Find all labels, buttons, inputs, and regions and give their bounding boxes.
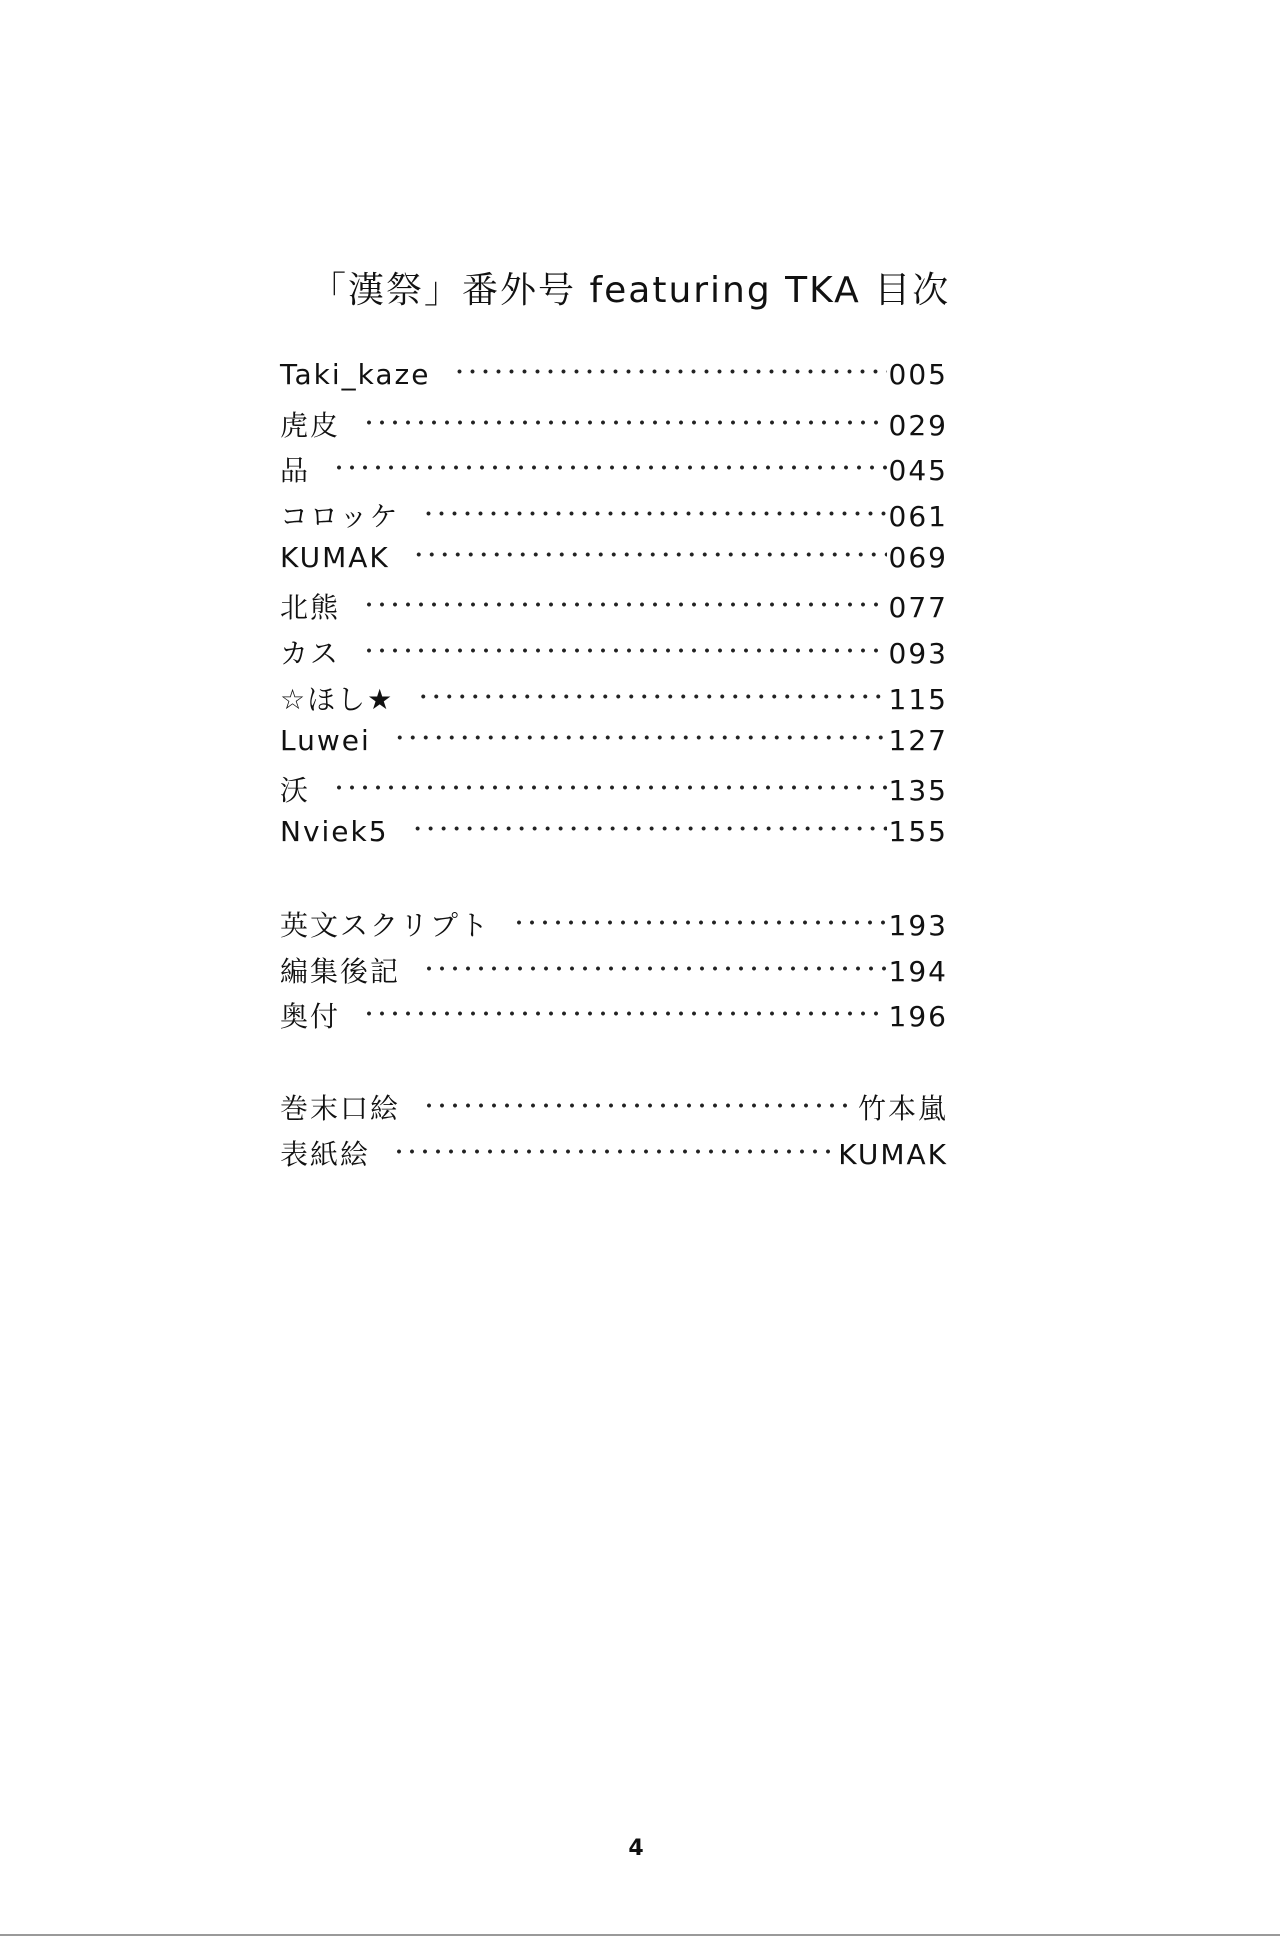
toc-entry-page: 069	[888, 540, 948, 574]
toc-entry-label: Luwei	[280, 723, 371, 757]
toc-entry-page: 193	[888, 909, 948, 942]
toc-entry-label: 編集後記	[280, 954, 401, 988]
toc-entry-page: 135	[888, 774, 948, 808]
toc-entry	[280, 1133, 948, 1179]
toc-entry-label: 虎皮	[280, 408, 341, 442]
toc-entry-page: 045	[888, 454, 948, 488]
toc-leader-dots	[358, 589, 887, 620]
toc-entry-label: 奥付	[280, 1000, 341, 1034]
toc-entry	[280, 904, 948, 950]
toc-entry	[280, 404, 948, 450]
toc-entry-credit: KUMAK	[838, 1137, 948, 1171]
toc-entry-page: 127	[888, 723, 948, 757]
toc-entry-label: カス	[280, 637, 341, 671]
toc-entry	[280, 358, 948, 404]
toc-leader-dots	[389, 722, 887, 753]
toc-entry-page: 029	[888, 408, 948, 442]
toc-entry-label: KUMAK	[280, 540, 390, 574]
toc-entry	[280, 950, 948, 996]
toc-entry	[280, 1087, 948, 1133]
toc-leader-dots	[418, 953, 887, 984]
page-number: 4	[628, 1836, 644, 1861]
toc-entry	[280, 586, 948, 632]
toc-entry-page: 115	[888, 682, 948, 716]
toc-entry-label: コロッケ	[280, 500, 400, 534]
toc-entry-label: 表紙絵	[280, 1137, 371, 1171]
toc-entry-page: 061	[888, 500, 948, 534]
toc-entry-label: 品	[280, 454, 311, 488]
toc-entry-page: 155	[888, 814, 948, 848]
toc-leader-dots	[388, 1136, 836, 1167]
toc-entry-credit: 竹本嵐	[857, 1092, 948, 1125]
toc-entry-label: 北熊	[280, 591, 341, 625]
toc-leader-dots	[358, 407, 887, 438]
toc-entry-label: 英文スクリプト	[280, 909, 491, 942]
toc-entry	[280, 815, 948, 861]
toc-leader-dots	[412, 681, 886, 712]
toc-entry	[280, 632, 948, 678]
toc-leader-dots	[408, 539, 887, 570]
toc-leader-dots	[417, 498, 886, 529]
toc-entry-page: 196	[888, 1000, 948, 1034]
toc-leader-dots	[418, 1090, 856, 1121]
toc-leader-dots	[448, 356, 886, 387]
toc-entry	[280, 541, 948, 587]
toc-entry-label: ☆ほし★	[280, 682, 395, 716]
toc-leader-dots	[407, 813, 887, 844]
toc-entry	[280, 678, 948, 724]
toc-entry	[280, 769, 948, 815]
toc-section-extras	[280, 904, 948, 1041]
toc-entry-page: 005	[888, 358, 948, 391]
toc-section-contributors	[280, 358, 948, 861]
toc-leader-dots	[508, 907, 887, 938]
toc-leader-dots	[358, 635, 887, 666]
toc-entry-page: 077	[888, 591, 948, 625]
toc-entry-label: 沃	[280, 774, 311, 808]
toc-entry	[280, 995, 948, 1041]
page-title: 「漢祭」番外号 featuring TKA 目次	[310, 270, 951, 311]
toc-entry-label: Nviek5	[280, 814, 389, 848]
toc-leader-dots	[358, 998, 887, 1029]
toc-entry	[280, 449, 948, 495]
toc-entry	[280, 724, 948, 770]
toc-entry-page: 194	[888, 954, 948, 988]
toc-leader-dots	[328, 772, 887, 803]
toc-leader-dots	[328, 452, 887, 483]
toc-entry	[280, 495, 948, 541]
toc-section-illustrations	[280, 1087, 948, 1178]
toc-entry-label: 巻末口絵	[280, 1092, 401, 1125]
toc-entry-label: Taki_kaze	[280, 358, 431, 391]
toc-entry-page: 093	[888, 637, 948, 671]
scan-edge-line	[0, 1934, 1280, 1936]
